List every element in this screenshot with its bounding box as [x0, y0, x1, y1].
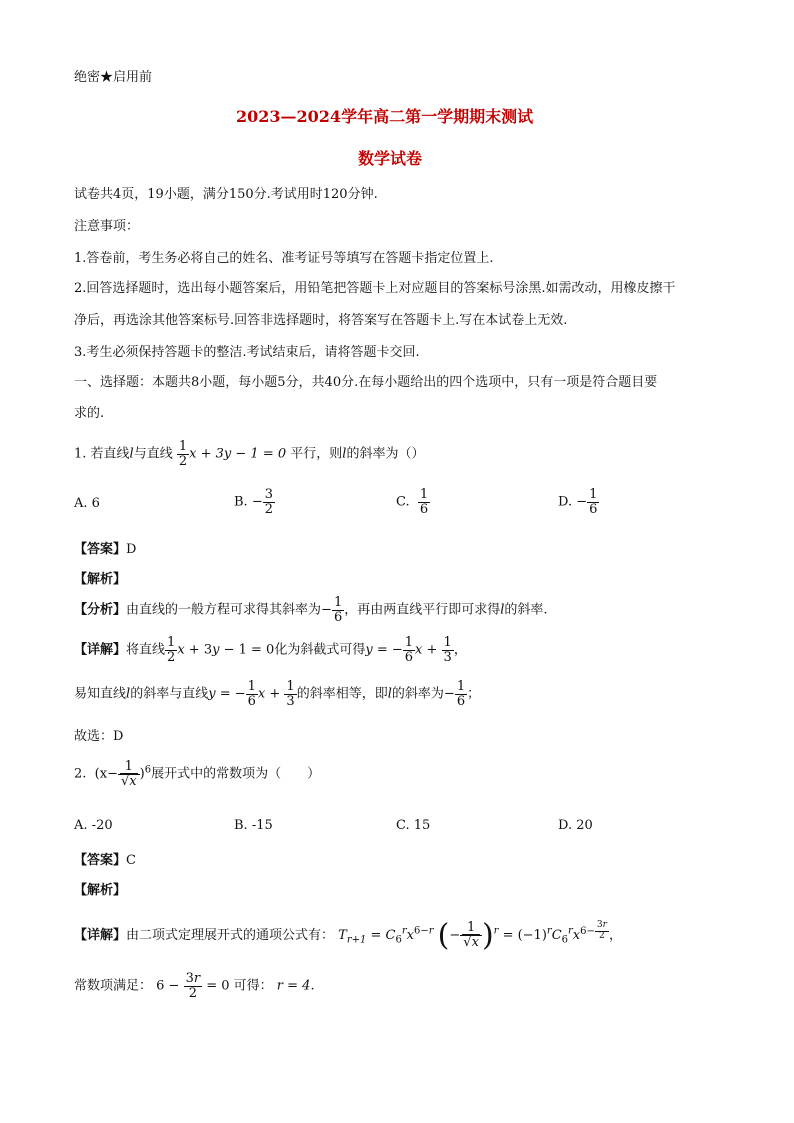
- q1-option-a: A. 6: [74, 496, 100, 511]
- q2-analysis-tag: 【解析】: [74, 883, 127, 898]
- confidential-label: 绝密★启用前: [74, 70, 153, 85]
- q1-option-b: B. − $\frac{3}{2}$: [234, 487, 274, 517]
- q1-mid: 与直线: [133, 446, 173, 462]
- q1-analysis-tag: 【解析】: [74, 572, 127, 587]
- q2-option-c: C. 15: [396, 818, 431, 833]
- q1-eq-rest: x + 3y − 1 = 0: [189, 446, 287, 462]
- exam-title: 2023—2024学年高二第一学期期末测试: [236, 107, 534, 126]
- q2-option-a: A. -20: [74, 818, 113, 833]
- q1-option-c: C. $\frac{1}{6}$: [396, 487, 429, 517]
- q1-option-d: D. − $\frac{1}{6}$: [558, 487, 598, 517]
- q1-prefix: 1. 若直线: [74, 446, 130, 462]
- q2-const-term: 常数项满足： 6 − $\frac{3r}{2}$ = 0 可得： r = 4.: [74, 971, 315, 1001]
- q1-xiangjie: 【详解】将直线 $\frac{1}{2}$ x + 3y − 1 = 0化为斜截式可得y = − $\frac{1}{6}$ x + $\frac{1}{3}$ ，: [74, 635, 467, 665]
- question-2-stem: 2. (x− $\frac{1}{√x}$ )$^6$展开式中的常数项为（ ）: [74, 759, 321, 789]
- notice-title: 注意事项：: [74, 219, 140, 234]
- exam-summary: 试卷共4页，19小题，满分150分.考试用时120分钟.: [74, 187, 378, 202]
- q1-var-l: l: [129, 446, 134, 462]
- q2-option-b: B. -15: [234, 818, 273, 833]
- q2-answer: 【答案】C: [74, 853, 136, 868]
- notice-item-1: 1.答卷前，考生务必将自己的姓名、准考证号等填写在答题卡指定位置上.: [74, 251, 494, 266]
- question-1-stem: 1. 若直线l与直线 $\frac{1}{2}$ x + 3y − 1 = 0 平行，则l的斜率为（）: [74, 439, 425, 469]
- q1-suffix-1: 平行，则: [290, 446, 343, 462]
- q1-xiangjie-2: 易知直线l的斜率与直线y = − $\frac{1}{6}$ x + $\frac{1}{3}$ 的斜率相等，即l的斜率为− $\frac{1}{6}$ ；: [74, 679, 481, 709]
- q1-fenxi: 【分析】由直线的一般方程可求得其斜率为− $\frac{1}{6}$ ，再由两直线平行即可求得l的斜率.: [74, 595, 548, 625]
- q1-eq-fraction: $\frac{1}{2}$: [178, 439, 188, 469]
- q2-option-d: D. 20: [558, 818, 593, 833]
- q2-xiangjie: 【详解】由二项式定理展开式的通项公式有： $T_{r+1} = C_6^rx^{6-r}$ (− $\frac{1}{√x}$ )$^r = (-1)^rC_6^rx^{6- \frac{3r}{2}}$ ，: [74, 918, 622, 953]
- exam-subtitle: 数学试卷: [358, 149, 423, 168]
- q1-suffix-2: 的斜率为（）: [346, 446, 425, 462]
- notice-item-3: 3.考生必须保持答题卡的整洁.考试结束后，请将答题卡交回.: [74, 345, 420, 360]
- q1-answer: 【答案】D: [74, 542, 137, 557]
- notice-item-2-line-2: 净后，再选涂其他答案标号.回答非选择题时，将答案写在答题卡上.写在本试卷上无效.: [74, 313, 568, 328]
- section-heading-line-1: 一、选择题：本题共8小题，每小题5分，共40分.在每小题给出的四个选项中，只有一项是符合题目要: [74, 375, 658, 390]
- section-heading-line-2: 求的.: [74, 406, 105, 421]
- notice-item-2-line-1: 2.回答选择题时，选出每小题答案后，用铅笔把答题卡上对应题目的答案标号涂黑.如需改动，用橡皮擦干: [74, 281, 676, 296]
- q1-choose: 故选：D: [74, 729, 124, 744]
